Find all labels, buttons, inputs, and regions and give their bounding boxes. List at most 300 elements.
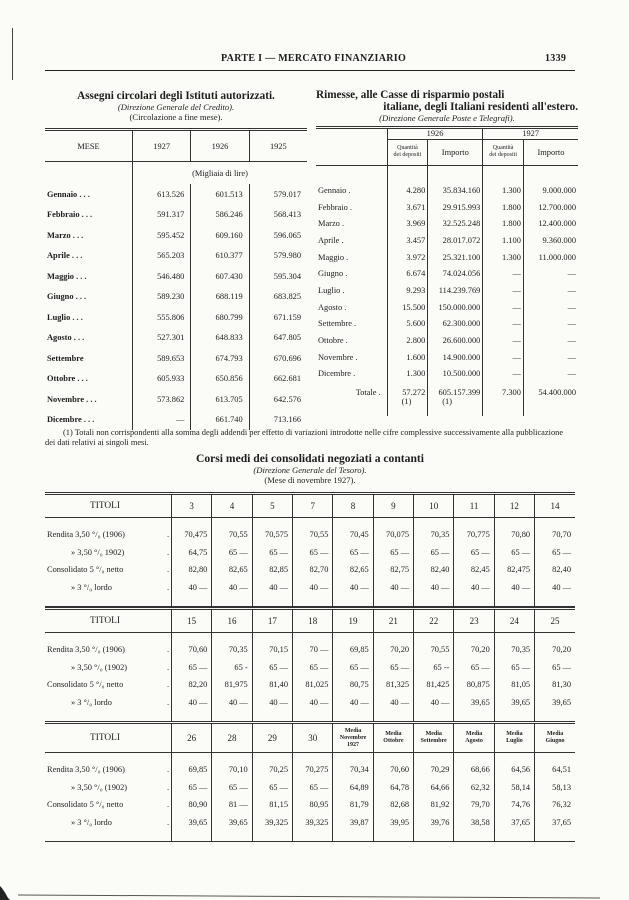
spacer-cell [172, 753, 212, 762]
spacer-cell [535, 753, 575, 762]
q1926-cell: 15.500 [387, 299, 428, 316]
price-cell: 65 — [212, 779, 252, 797]
value-cell: 642.576 [249, 389, 307, 410]
value-cell: 589.653 [133, 348, 191, 369]
spacer-cell [454, 753, 494, 762]
day-9: 9 [373, 494, 413, 518]
value-cell: 527.301 [133, 328, 191, 349]
media-header-line: Agosto [465, 738, 483, 744]
col-quantita-l1: Quantità [492, 145, 514, 152]
month-label: Giugno . . . [47, 292, 87, 302]
price-cell: 38,58 [454, 814, 494, 832]
price-cell: 81,79 [333, 796, 373, 814]
day-5: 5 [252, 494, 292, 518]
totale-label: Totale . [355, 388, 381, 398]
day-11: 11 [454, 494, 494, 518]
price-cell: 81,15 [252, 796, 292, 814]
spacer-cell [414, 518, 454, 527]
rimesse-title-1: Rimesse, alle Casse di risparmio postali [316, 89, 505, 101]
rimesse-head-blank [316, 139, 387, 166]
price-cell: 65 — [172, 659, 212, 677]
i1927-cell: — [523, 332, 578, 349]
price-cell: 69,85 [333, 641, 373, 659]
rimesse-table [316, 126, 578, 416]
month-label: Settembre [47, 353, 84, 363]
price-cell: 65 — [293, 779, 333, 797]
value-cell: 670.696 [249, 348, 307, 369]
q1927-cell: 1.100 [483, 232, 524, 249]
end-cell [252, 711, 292, 722]
day-26: 26 [172, 723, 212, 753]
spacer-cell [373, 518, 413, 527]
spacer [45, 633, 165, 642]
price-cell: 64,51 [535, 761, 575, 779]
value-cell: 579.017 [249, 184, 307, 205]
day-12: 12 [494, 494, 534, 518]
price-cell: 40 — [414, 694, 454, 712]
price-cell: 40 — [333, 579, 373, 597]
assegni-section [45, 90, 307, 122]
price-cell: 64,78 [373, 779, 413, 797]
media-header [414, 723, 454, 753]
price-cell: 70 — [293, 641, 333, 659]
spacer [45, 753, 165, 762]
dot-col: . [166, 530, 170, 540]
price-cell: 40 — [212, 579, 252, 597]
price-cell: 70,475 [172, 526, 212, 544]
media-header-line: 1927 [347, 741, 360, 748]
month-label: Dicembre . [318, 369, 356, 379]
end-cell [293, 711, 333, 722]
media-header-line: Giugno [545, 738, 565, 744]
month-label: Marzo . [318, 219, 345, 229]
col-titoli-header: TITOLI [45, 609, 165, 633]
i1927-cell: — [523, 349, 578, 366]
month-label: Gennaio . . . [47, 189, 90, 199]
i1926-cell: 150.000.000 [428, 299, 483, 316]
spacer-cell [333, 753, 373, 762]
price-cell: 58,14 [494, 779, 534, 797]
price-cell: 70,60 [172, 641, 212, 659]
price-cell: 70,35 [494, 641, 534, 659]
price-cell: 80,75 [333, 676, 373, 694]
price-cell: 65 — [252, 544, 292, 562]
totale-i1926-val: 605.157.399 [438, 388, 481, 398]
q1926-cell: 3.969 [387, 215, 428, 232]
month-label: Luglio . . . [47, 312, 83, 322]
i1926-cell: 29.915.993 [428, 199, 483, 216]
q1926-cell: 9.293 [387, 282, 428, 299]
value-cell: 605.933 [133, 369, 191, 390]
value-cell: 589.230 [133, 287, 191, 308]
spacer-cell [523, 166, 578, 183]
price-cell: 65 -- [414, 659, 454, 677]
q1926-cell: 4.280 [387, 182, 428, 199]
spacer-cell [414, 753, 454, 762]
price-cell: 82,40 [414, 561, 454, 579]
col-importo: Importo [428, 139, 483, 166]
price-cell: 39,65 [212, 814, 252, 832]
i1927-cell: 12.700.000 [523, 199, 578, 216]
page-header [0, 53, 629, 67]
spacer-cell [212, 633, 252, 642]
q1926-cell: 6.674 [387, 265, 428, 282]
totale-q1926-note: (1) [401, 397, 412, 407]
value-cell: 610.377 [191, 246, 249, 267]
end-cell [172, 596, 212, 607]
value-cell: 596.065 [249, 225, 307, 246]
end-cell [494, 711, 534, 722]
price-cell: 80,875 [454, 676, 494, 694]
month-label: Luglio . [318, 285, 345, 295]
price-cell: 82,45 [454, 561, 494, 579]
end-cell [333, 831, 373, 842]
end-cell [414, 831, 454, 842]
media-header-line: Luglio [506, 738, 523, 744]
titolo-label: Rendita 3,50 °/₀ (1906) [47, 530, 125, 540]
price-cell: 64,56 [494, 761, 534, 779]
day-25: 25 [535, 609, 575, 633]
price-cell: 82,65 [333, 561, 373, 579]
value-cell: 688.119 [191, 287, 249, 308]
value-cell: 573.862 [133, 389, 191, 410]
price-cell: 79,70 [454, 796, 494, 814]
media-header-line: Media [425, 731, 442, 737]
day-18: 18 [293, 609, 333, 633]
end-spacer [45, 596, 165, 607]
price-cell: 65 — [172, 779, 212, 797]
spacer-cell [373, 753, 413, 762]
price-cell: 65 — [252, 659, 292, 677]
end-cell [293, 831, 333, 842]
month-label: Novembre . [318, 352, 358, 362]
price-cell: 40 — [373, 694, 413, 712]
price-cell: 40 — [293, 579, 333, 597]
titolo-label: Consolidato 5 °/₀ netto [47, 565, 124, 575]
dot-col: . [166, 782, 170, 792]
i1926-cell: 26.600.000 [428, 332, 483, 349]
q1926-cell: 1.600 [387, 349, 428, 366]
media-header [373, 723, 413, 753]
i1926-cell: 35.834.160 [428, 182, 483, 199]
price-cell: 82,70 [293, 561, 333, 579]
price-cell: 40 — [494, 579, 534, 597]
value-cell: 546.480 [133, 266, 191, 287]
media-header-line: Media [506, 731, 523, 737]
spacer-cell [387, 166, 428, 183]
q1926-cell: 3.671 [387, 199, 428, 216]
price-cell: 40 — [454, 579, 494, 597]
corsi-section [45, 452, 575, 485]
i1926-cell: 74.024.056 [428, 265, 483, 282]
price-cell: 37,65 [535, 814, 575, 832]
price-cell: 70,29 [414, 761, 454, 779]
end-cell [414, 596, 454, 607]
media-header [333, 723, 373, 753]
corsi-table-2 [45, 607, 575, 722]
q1927-cell: — [483, 332, 524, 349]
i1927-cell: 9.000.000 [523, 182, 578, 199]
titolo-label: Consolidato 5 °/₀ netto [47, 680, 124, 690]
price-cell: 39,325 [293, 814, 333, 832]
i1927-cell: 9.360.000 [523, 232, 578, 249]
dot-col: . [166, 547, 170, 557]
value-cell: 568.413 [249, 205, 307, 226]
price-cell: 82,475 [494, 561, 534, 579]
day-3: 3 [172, 494, 212, 518]
spacer-cell [172, 633, 212, 642]
end-cell [252, 831, 292, 842]
col-quantita-l1: Quantità [397, 145, 418, 152]
price-cell: 82,20 [172, 676, 212, 694]
month-label: Gennaio . [318, 185, 351, 195]
price-cell: 39,87 [333, 814, 373, 832]
price-cell: 39,76 [414, 814, 454, 832]
price-cell: 64,75 [172, 544, 212, 562]
price-cell: 40 — [252, 694, 292, 712]
q1926-cell: 3.457 [387, 232, 428, 249]
col-quantita [483, 139, 524, 166]
price-cell: 40 — [252, 579, 292, 597]
totale-i1926-note: (1) [442, 397, 453, 407]
month-label: Giugno . [318, 269, 348, 279]
month-label: Maggio . . . [47, 271, 87, 281]
media-header-line: Settembre [420, 738, 447, 744]
totale-i1927: 54.400.000 [523, 382, 578, 416]
i1926-cell: 28.017.072 [428, 232, 483, 249]
footnote: (1) Totali non corrispondenti alla somma degli addendi per effetto di variazioni introdotte nelle cifre complessive successivamente alla pubblicazione dei dati relativi ai singoli mesi. [45, 428, 564, 447]
media-header [535, 723, 575, 753]
end-cell [333, 596, 373, 607]
day-14: 14 [535, 494, 575, 518]
price-cell: 40 — [373, 579, 413, 597]
price-cell: 40 — [172, 694, 212, 712]
value-cell: 609.160 [191, 225, 249, 246]
month-label: Ottobre . . . [47, 374, 88, 384]
price-cell: 37,65 [494, 814, 534, 832]
spacer-cell [494, 753, 534, 762]
totale-q1926 [387, 382, 428, 416]
i1926-cell: 62.300.000 [428, 316, 483, 333]
end-cell [414, 711, 454, 722]
end-cell [172, 831, 212, 842]
spacer-cell [494, 518, 534, 527]
month-label: Agosto . [318, 302, 347, 312]
col-quantita-l2: dei depositi [489, 152, 518, 159]
price-cell: 74,76 [494, 796, 534, 814]
price-cell: 39,65 [494, 694, 534, 712]
price-cell: 39,95 [373, 814, 413, 832]
i1927-cell: — [523, 316, 578, 333]
price-cell: 70,35 [212, 641, 252, 659]
spacer-cell [333, 633, 373, 642]
col-year-1925: 1925 [249, 130, 307, 162]
price-cell: 39,65 [454, 694, 494, 712]
price-cell: 65 — [454, 659, 494, 677]
price-cell: 69,85 [172, 761, 212, 779]
price-cell: 65 — [252, 779, 292, 797]
value-cell: 613.526 [133, 184, 191, 205]
value-cell: 648.833 [191, 328, 249, 349]
media-header-line: Media [385, 731, 402, 737]
price-cell: 58,13 [535, 779, 575, 797]
spacer-cell [535, 518, 575, 527]
q1927-cell: — [483, 316, 524, 333]
day-29: 29 [252, 723, 292, 753]
price-cell: 70,80 [494, 526, 534, 544]
value-cell: 555.806 [133, 307, 191, 328]
corsi-grid [45, 721, 575, 842]
spacer-cell [252, 633, 292, 642]
q1927-cell: 1.800 [483, 199, 524, 216]
price-cell: 64,89 [333, 779, 373, 797]
end-cell [212, 831, 252, 842]
end-cell [373, 711, 413, 722]
price-cell: 70,20 [535, 641, 575, 659]
price-cell: 81,30 [535, 676, 575, 694]
month-label: Novembre . . . [47, 394, 97, 404]
value-cell: 595.452 [133, 225, 191, 246]
price-cell: 40 — [212, 694, 252, 712]
value-cell: 565.203 [133, 246, 191, 267]
end-cell [252, 596, 292, 607]
totale-i1926 [428, 382, 483, 416]
q1926-cell: 3.972 [387, 249, 428, 266]
end-cell [373, 596, 413, 607]
day-17: 17 [252, 609, 292, 633]
col-mese-header: MESE [45, 130, 133, 162]
q1926-cell: 5.600 [387, 316, 428, 333]
day-15: 15 [172, 609, 212, 633]
value-cell: 683.825 [249, 287, 307, 308]
price-cell: 39,65 [535, 694, 575, 712]
price-cell: 70,15 [252, 641, 292, 659]
price-cell: 40 — [172, 579, 212, 597]
media-header [494, 723, 534, 753]
assegni-source: (Direzione Generale del Credito). [117, 102, 235, 112]
corsi-note: (Mese di novembre 1927). [264, 475, 356, 485]
price-cell: 82,65 [212, 561, 252, 579]
price-cell: 82,85 [252, 561, 292, 579]
assegni-grid [45, 128, 307, 430]
price-cell: 65 — [373, 659, 413, 677]
i1926-cell: 114.239.769 [428, 282, 483, 299]
day-7: 7 [293, 494, 333, 518]
year-1926: 1926 [387, 128, 483, 140]
spacer-cell [414, 633, 454, 642]
day-30: 30 [293, 723, 333, 753]
end-cell [454, 596, 494, 607]
q1927-cell: 1.300 [483, 182, 524, 199]
day-8: 8 [333, 494, 373, 518]
price-cell: 65 — [535, 544, 575, 562]
col-titoli-header: TITOLI [45, 723, 165, 753]
spacer-cell [293, 753, 333, 762]
value-cell: 586.246 [191, 205, 249, 226]
spacer-cell [212, 753, 252, 762]
rimesse-source: (Direzione Generale Poste e Telegrafi). [379, 113, 515, 123]
price-cell: 65 - [212, 659, 252, 677]
titolo-label: » 3 °/₀ lordo [71, 697, 112, 707]
col-year-1927: 1927 [133, 130, 191, 162]
i1926-cell: 14.900.000 [428, 349, 483, 366]
end-cell [535, 831, 575, 842]
spacer-cell [454, 518, 494, 527]
titolo-label: » 3,50 °/₀ (1902) [71, 662, 128, 672]
col-year-1926: 1926 [191, 130, 249, 162]
day-28: 28 [212, 723, 252, 753]
price-cell: 82,68 [373, 796, 413, 814]
price-cell: 65 — [212, 544, 252, 562]
value-cell: — [133, 410, 191, 431]
value-cell: 674.793 [191, 348, 249, 369]
day-19: 19 [333, 609, 373, 633]
price-cell: 70,70 [535, 526, 575, 544]
dot-col: . [166, 565, 170, 575]
price-cell: 65 — [333, 544, 373, 562]
spacer-cell [428, 166, 483, 183]
price-cell: 82,80 [172, 561, 212, 579]
header-rule [45, 70, 575, 71]
year-1927: 1927 [483, 128, 578, 140]
end-cell [535, 596, 575, 607]
page-number: 1339 [545, 53, 567, 64]
spacer-cell [454, 633, 494, 642]
col-quantita-l2: dei depositi [393, 152, 422, 159]
q1927-cell: — [483, 349, 524, 366]
i1927-cell: 12.400.000 [523, 215, 578, 232]
price-cell: 70,55 [293, 526, 333, 544]
price-cell: 65 — [373, 544, 413, 562]
i1927-cell: 11.000.000 [523, 249, 578, 266]
q1926-cell: 1.300 [387, 366, 428, 383]
price-cell: 65 — [293, 544, 333, 562]
price-cell: 65 — [454, 544, 494, 562]
price-cell: 70,60 [373, 761, 413, 779]
corsi-source: (Direzione Generale del Tesoro). [253, 465, 367, 475]
titolo-label: Rendita 3,50 °/₀ (1906) [47, 765, 125, 775]
titolo-label: Rendita 3,50 °/₀ (1906) [47, 645, 125, 655]
corsi-title: Corsi medi dei consolidati negoziati a contanti [195, 452, 424, 465]
q1926-cell: 2.800 [387, 332, 428, 349]
price-cell: 81,025 [293, 676, 333, 694]
media-header-line: Ottobre [383, 738, 404, 744]
price-cell: 70,34 [333, 761, 373, 779]
end-cell [454, 831, 494, 842]
dot-col: . [166, 680, 170, 690]
price-cell: 70,55 [414, 641, 454, 659]
price-cell: 40 — [414, 579, 454, 597]
end-cell [535, 711, 575, 722]
price-cell: 81,92 [414, 796, 454, 814]
price-cell: 81,975 [212, 676, 252, 694]
assegni-note: (Circolazione a fine mese). [129, 112, 223, 122]
spacer-cell [333, 518, 373, 527]
assegni-title: Assegni circolari degli Istituti autorizzati. [77, 90, 275, 102]
value-cell: 650.856 [191, 369, 249, 390]
q1927-cell: 1.300 [483, 249, 524, 266]
q1927-cell: 1.800 [483, 215, 524, 232]
media-header-line: Novembre [339, 734, 367, 741]
q1927-cell: — [483, 299, 524, 316]
totale-q1927: 7.300 [483, 382, 524, 416]
end-cell [293, 596, 333, 607]
day-22: 22 [414, 609, 454, 633]
price-cell: 81 — [212, 796, 252, 814]
month-label: Maggio . [318, 252, 349, 262]
month-label: Marzo . . . [47, 230, 84, 240]
end-cell [333, 711, 373, 722]
